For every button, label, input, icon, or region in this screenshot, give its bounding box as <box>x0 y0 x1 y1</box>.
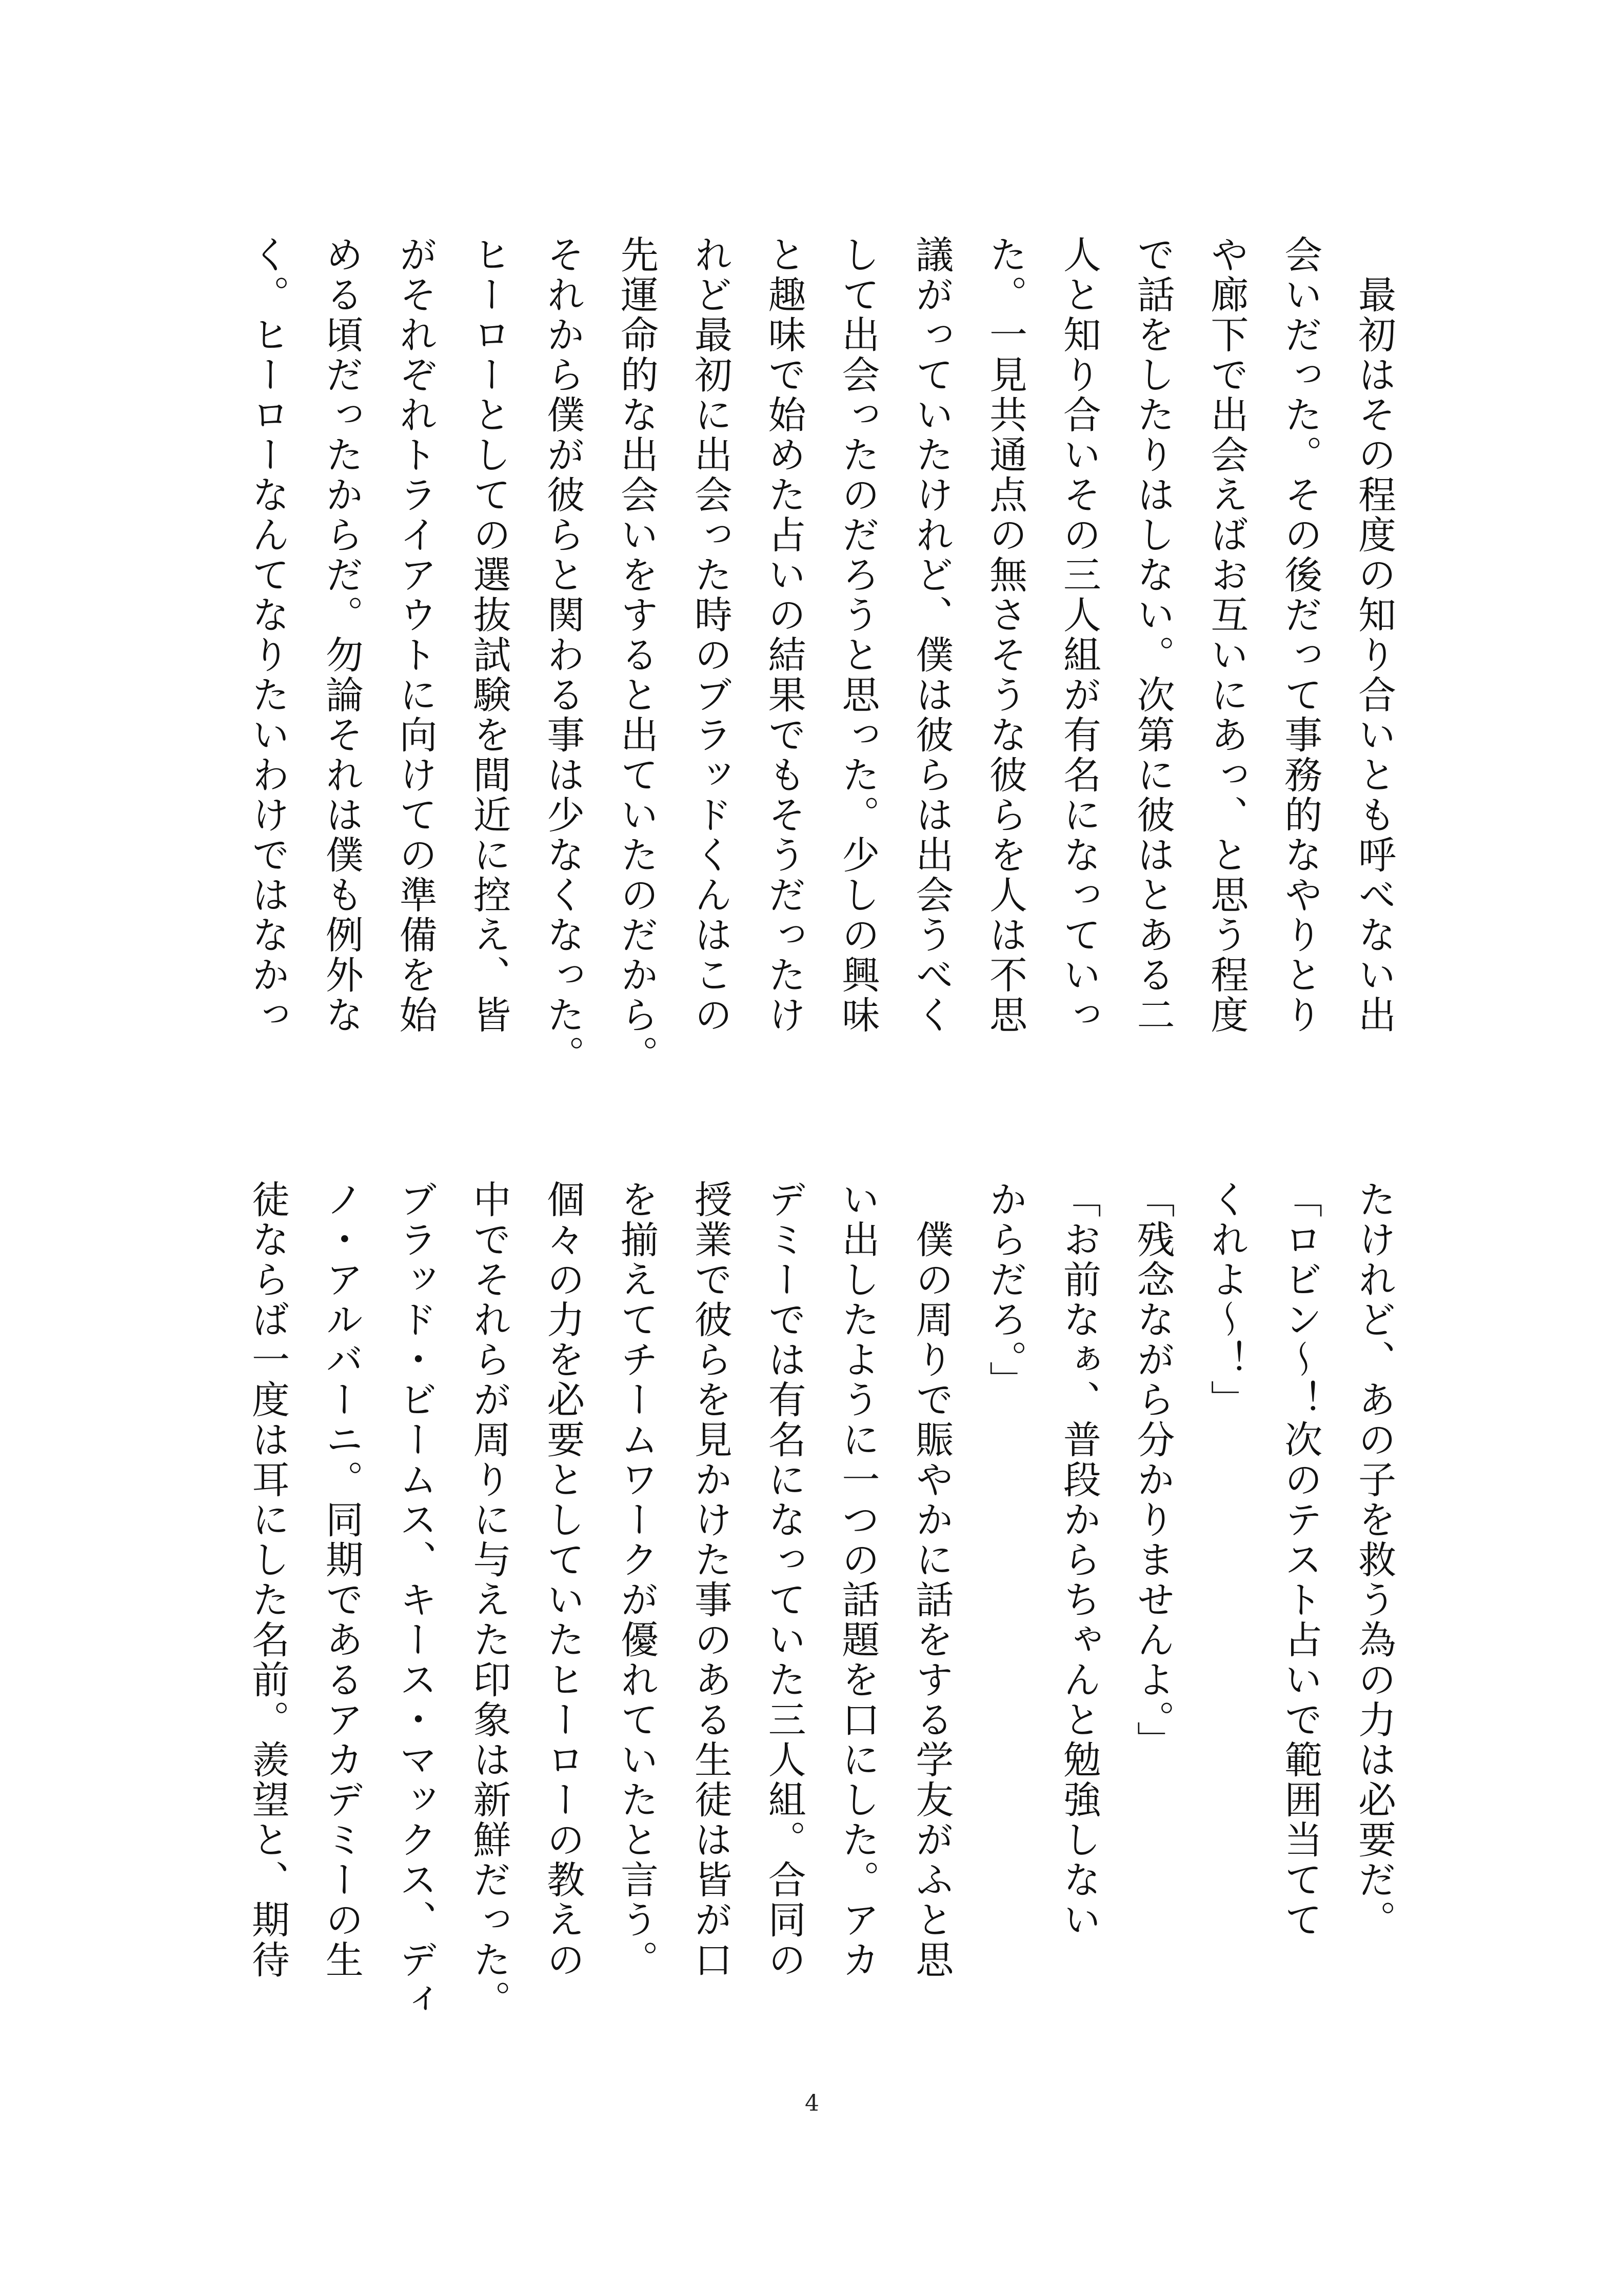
text-line: がそれぞれトライアウトに向けての準備を始 <box>393 235 438 1035</box>
text-line: 「ロビン〜！次のテスト占いで範囲当てて <box>1278 1180 1323 1940</box>
page-number: 4 <box>805 2090 819 2116</box>
text-line: 最初はその程度の知り合いとも呼べない出 <box>1352 235 1396 1035</box>
text-line: と趣味で始めた占いの結果でもそうだったけ <box>762 235 806 1035</box>
text-line: 徒ならば一度は耳にした名前。羨望と、期待 <box>246 1180 290 1980</box>
text-line: で話をしたりはしない。次第に彼はとある二 <box>1131 235 1175 1035</box>
text-line: た。一見共通点の無さそうな彼らを人は不思 <box>983 235 1028 1035</box>
text-line: や廊下で出会えばお互いにあっ、と思う程度 <box>1204 235 1249 1035</box>
text-line: ブラッド・ビームス、キース・マックス、ディ <box>393 1180 438 2020</box>
text-line: 授業で彼らを見かけた事のある生徒は皆が口 <box>688 1180 732 1980</box>
text-line: を揃えてチームワークが優れていたと言う。 <box>615 1180 659 1980</box>
text-block-bottom <box>213 1180 1411 2020</box>
text-line: からだろ。」 <box>983 1180 1028 1401</box>
text-line: デミーでは有名になっていた三人組。合同の <box>762 1180 806 1980</box>
text-line: 議がっていたけれど、僕は彼らは出会うべく <box>909 235 954 1035</box>
text-line: 先運命的な出会いをすると出ていたのだから。 <box>615 235 659 1075</box>
text-line: れど最初に出会った時のブラッドくんはこの <box>688 235 732 1035</box>
text-line: ヒーローとしての選抜試験を間近に控え、皆 <box>467 235 511 1035</box>
text-line: める頃だったからだ。勿論それは僕も例外な <box>319 235 364 1035</box>
text-line: 中でそれらが周りに与えた印象は新鮮だった。 <box>467 1180 511 2020</box>
text-line: 僕の周りで賑やかに話をする学友がふと思 <box>909 1180 954 1980</box>
text-line: ノ・アルバーニ。同期であるアカデミーの生 <box>319 1180 364 1980</box>
text-line: それから僕が彼らと関わる事は少なくなった。 <box>541 235 585 1075</box>
text-line: して出会ったのだろうと思った。少しの興味 <box>836 235 880 1035</box>
text-line: くれよ〜！」 <box>1204 1180 1249 1420</box>
text-line: 会いだった。その後だって事務的なやりとり <box>1278 235 1323 1035</box>
text-line: い出したように一つの話題を口にした。アカ <box>836 1180 880 1980</box>
text-line: たけれど、あの子を救う為の力は必要だ。 <box>1352 1180 1396 1940</box>
text-line: 人と知り合いその三人組が有名になっていっ <box>1057 235 1101 1035</box>
text-line: 「残念ながら分かりませんよ。」 <box>1131 1180 1175 1761</box>
text-line: く。ヒーローなんてなりたいわけではなかっ <box>246 235 290 1035</box>
text-line: 「お前なぁ、普段からちゃんと勉強しない <box>1057 1180 1101 1940</box>
text-line: 個々の力を必要としていたヒーローの教えの <box>541 1180 585 1980</box>
text-block-top <box>213 235 1411 1075</box>
